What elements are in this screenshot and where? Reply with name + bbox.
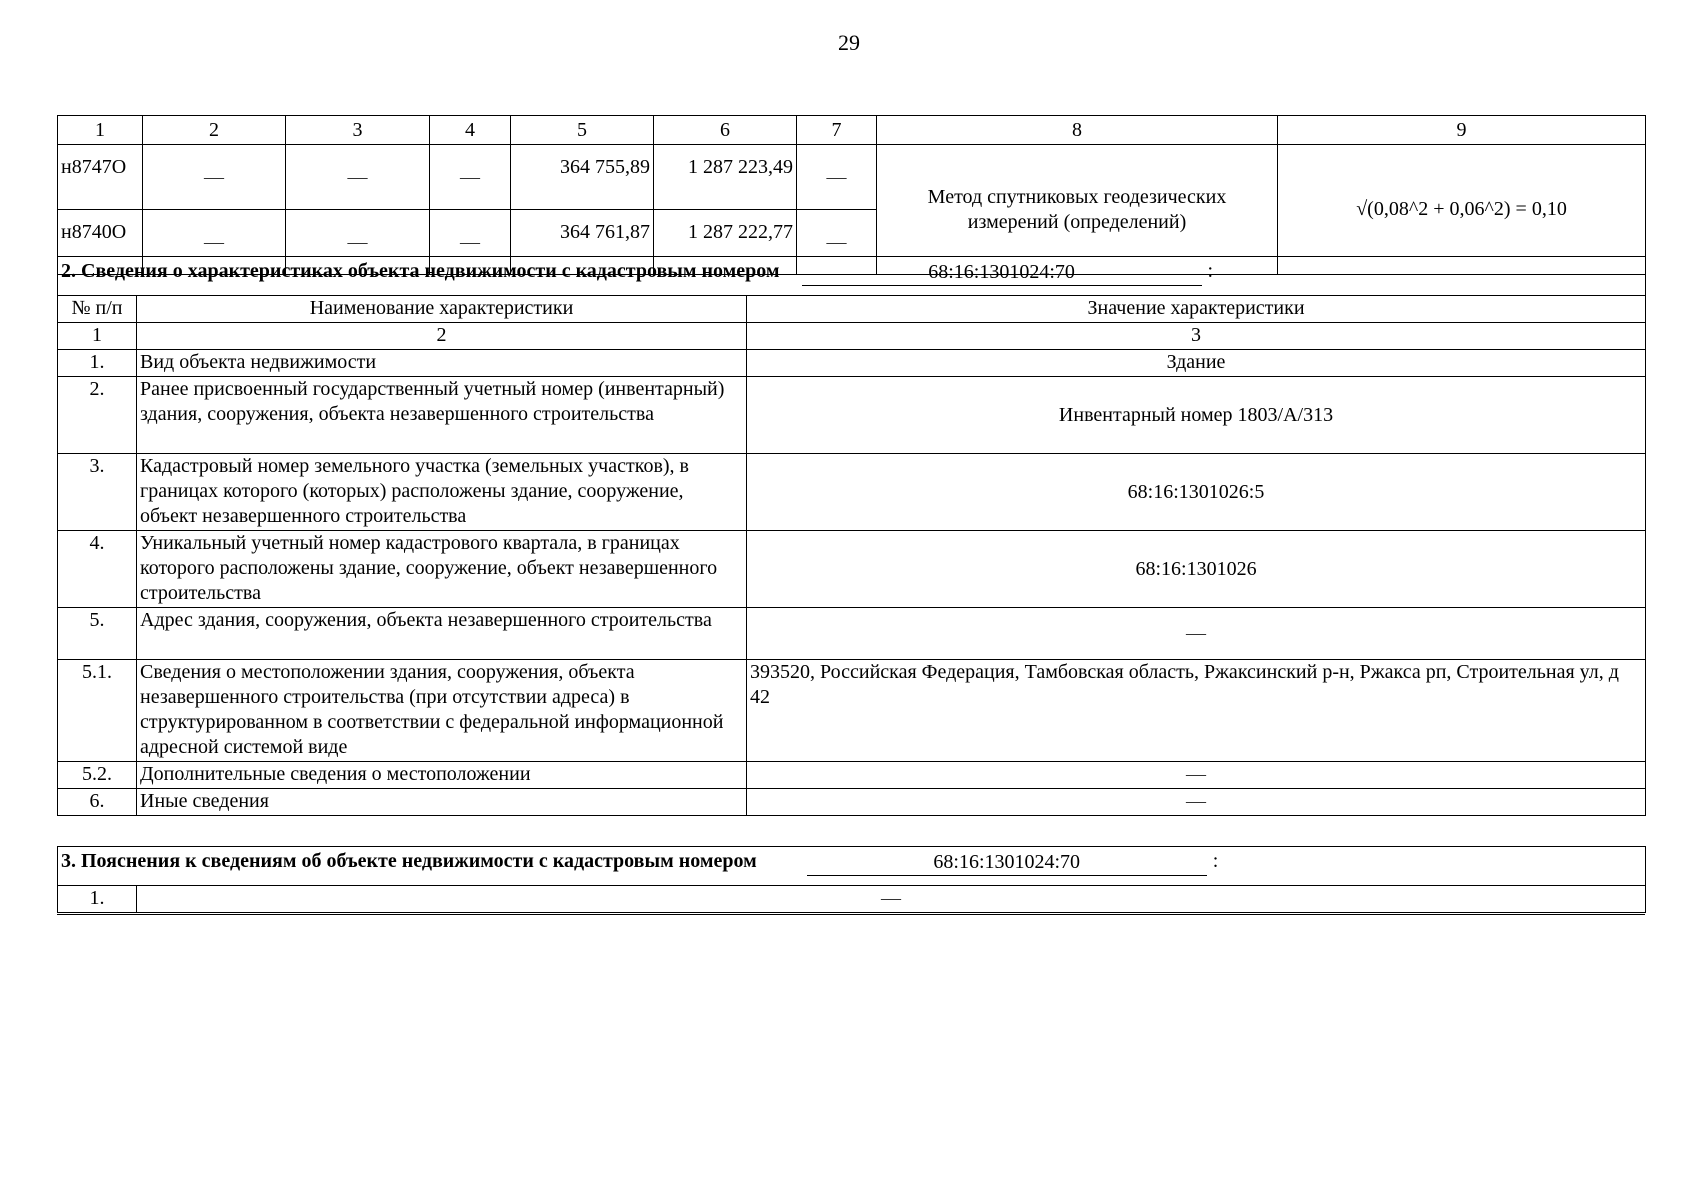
table-row	[58, 762, 1646, 789]
characteristic-value: Здание	[747, 350, 1646, 377]
row-number: 1.	[58, 350, 137, 377]
colon: :	[1207, 260, 1214, 282]
characteristic-name: Вид объекта недвижимости	[137, 350, 747, 377]
table-row	[58, 145, 1646, 210]
characteristic-value: —	[747, 762, 1646, 789]
row-number: 1.	[58, 886, 137, 913]
coordinates-table	[57, 115, 1646, 275]
empty-value: —	[797, 210, 877, 275]
point-name: н8747О	[58, 145, 143, 210]
header-value: Значение характеристики	[747, 296, 1646, 323]
section-title-row	[58, 257, 1646, 296]
column-number: 1	[58, 323, 137, 350]
row-number: 2.	[58, 377, 137, 454]
table-row	[58, 660, 1646, 762]
table-row	[58, 454, 1646, 531]
coordinate-x: 364 755,89	[511, 145, 654, 210]
coordinate-y: 1 287 222,77	[654, 210, 797, 275]
section-title-cell	[58, 257, 1646, 296]
characteristic-value: 68:16:1301026:5	[747, 454, 1646, 531]
header-number: № п/п	[58, 296, 137, 323]
characteristic-value: Инвентарный номер 1803/А/313	[747, 377, 1646, 454]
table-row	[58, 789, 1646, 816]
section-title-row	[58, 847, 1646, 886]
accuracy-formula: √(0,08^2 + 0,06^2) = 0,10	[1278, 145, 1646, 275]
table-row	[58, 350, 1646, 377]
header-cell: 2	[143, 116, 286, 145]
empty-value: —	[286, 210, 430, 275]
cadastral-number: 68:16:1301024:70	[802, 259, 1202, 286]
header-cell: 9	[1278, 116, 1646, 145]
table-row	[58, 531, 1646, 608]
empty-value: —	[797, 145, 877, 210]
column-number: 3	[747, 323, 1646, 350]
section-title: 2. Сведения о характеристиках объекта недвижимости с кадастровым номером	[61, 260, 780, 282]
row-number: 5.	[58, 608, 137, 660]
row-number: 5.2.	[58, 762, 137, 789]
header-cell: 4	[430, 116, 511, 145]
row-number: 6.	[58, 789, 137, 816]
header-cell: 5	[511, 116, 654, 145]
row-number: 3.	[58, 454, 137, 531]
cadastral-number: 68:16:1301024:70	[807, 849, 1207, 876]
header-cell: 6	[654, 116, 797, 145]
section-title-cell	[58, 847, 1646, 886]
row-number: 5.1.	[58, 660, 137, 762]
characteristic-value: 393520, Российская Федерация, Тамбовская область, Ржаксинский р-н, Ржакса рп, Строительная ул, д 42	[747, 660, 1646, 762]
colon: :	[1212, 850, 1219, 872]
empty-value: —	[430, 210, 511, 275]
characteristic-name: Иные сведения	[137, 789, 747, 816]
characteristic-name: Уникальный учетный номер кадастрового квартала, в границах которого расположены здание, сооружение, объект незавершенного строительства	[137, 531, 747, 608]
characteristic-name: Дополнительные сведения о местоположении	[137, 762, 747, 789]
row-number: 4.	[58, 531, 137, 608]
characteristic-name: Кадастровый номер земельного участка (земельных участков), в границах которого (которых) расположены здание, сооружение, объект незавершенного строительства	[137, 454, 747, 531]
empty-value: —	[286, 145, 430, 210]
coords-header-row	[58, 116, 1646, 145]
header-name: Наименование характеристики	[137, 296, 747, 323]
table-row	[58, 886, 1646, 913]
empty-value: —	[143, 145, 286, 210]
characteristic-value: —	[747, 608, 1646, 660]
header-cell: 3	[286, 116, 430, 145]
characteristic-value: —	[747, 789, 1646, 816]
table-row	[58, 377, 1646, 454]
coordinate-x: 364 761,87	[511, 210, 654, 275]
table-row	[58, 608, 1646, 660]
characteristic-name: Сведения о местоположении здания, сооружения, объекта незавершенного строительства (при отсутствии адреса) в структурированном в соответствии с федеральной информационной адресной системой виде	[137, 660, 747, 762]
explanations-table	[57, 846, 1646, 913]
column-numbers-row	[58, 323, 1646, 350]
characteristic-name: Адрес здания, сооружения, объекта незавершенного строительства	[137, 608, 747, 660]
characteristics-table	[57, 256, 1646, 816]
section-title: 3. Пояснения к сведениям об объекте недвижимости с кадастровым номером	[61, 850, 757, 872]
characteristic-name: Ранее присвоенный государственный учетный номер (инвентарный) здания, сооружения, объекта незавершенного строительства	[137, 377, 747, 454]
characteristic-value: 68:16:1301026	[747, 531, 1646, 608]
header-cell: 8	[877, 116, 1278, 145]
point-name: н8740О	[58, 210, 143, 275]
empty-value: —	[143, 210, 286, 275]
column-headers-row	[58, 296, 1646, 323]
empty-value: —	[430, 145, 511, 210]
column-number: 2	[137, 323, 747, 350]
bottom-rule	[57, 914, 1645, 915]
header-cell: 7	[797, 116, 877, 145]
measurement-method: Метод спутниковых геодезических измерений (определений)	[877, 145, 1278, 275]
page-number: 29	[838, 30, 860, 55]
explanation-value: —	[137, 886, 1646, 913]
coordinate-y: 1 287 223,49	[654, 145, 797, 210]
header-cell: 1	[58, 116, 143, 145]
